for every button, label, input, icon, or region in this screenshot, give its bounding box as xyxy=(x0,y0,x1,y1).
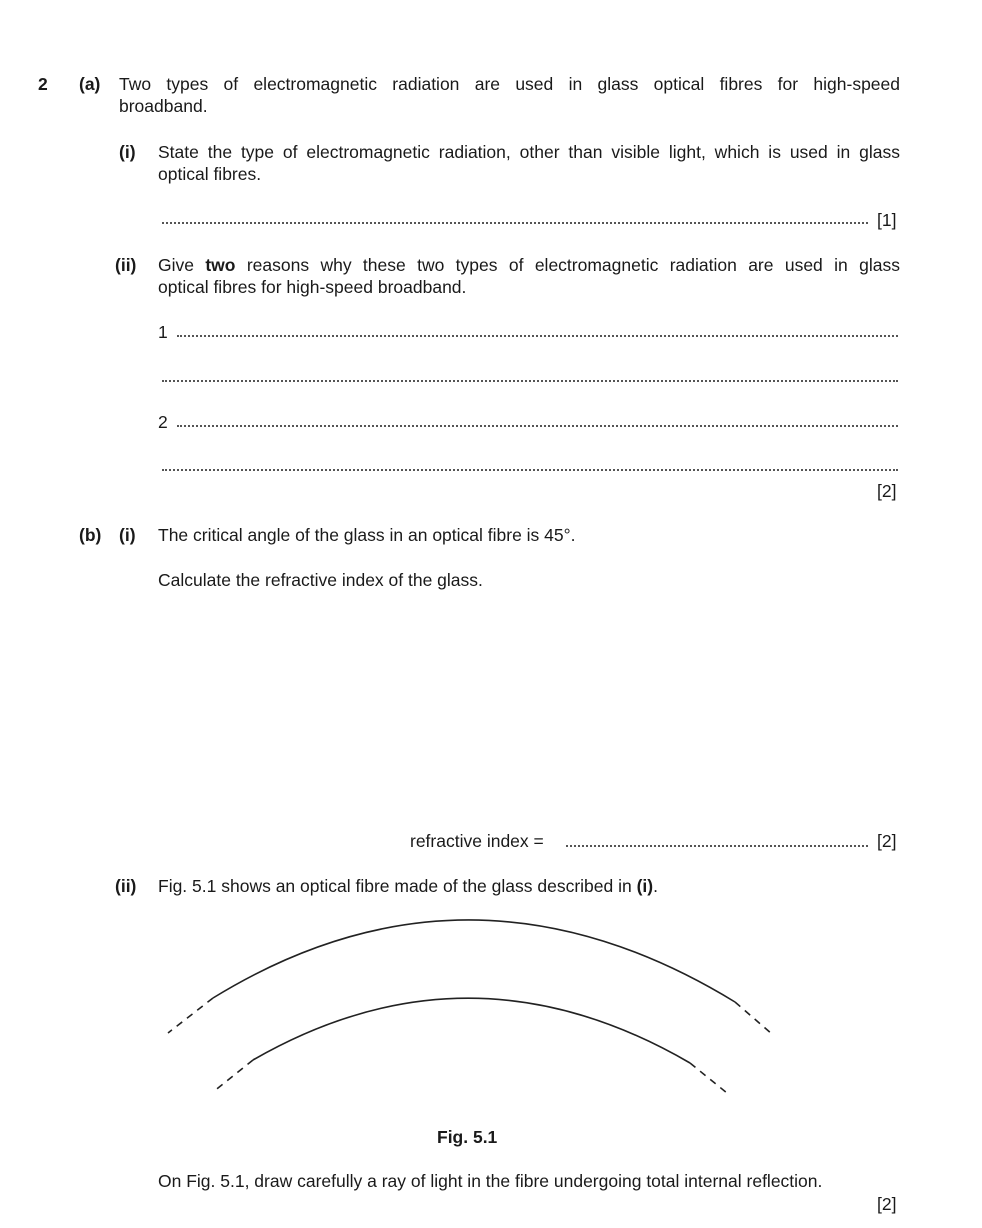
answer-2-label: 2 xyxy=(158,412,168,432)
part-b-label: (b) xyxy=(79,525,102,545)
emphasis-two: two xyxy=(205,255,236,275)
part-a-ii-label: (ii) xyxy=(115,255,137,275)
outer-boundary-dashed-left xyxy=(168,998,213,1033)
inner-boundary-dashed-right xyxy=(690,1063,727,1093)
part-b-ii-instruction: On Fig. 5.1, draw carefully a ray of light in the fibre undergoing total internal reflection. xyxy=(158,1171,823,1191)
part-a-i-text-line1: State the type of electromagnetic radiation, other than visible light, which is used in glass xyxy=(158,142,900,162)
part-b-i-text: The critical angle of the glass in an optical fibre is 45°. xyxy=(158,525,576,545)
part-a-text-line1: Two types of electromagnetic radiation are used in glass optical fibres for high-speed xyxy=(119,74,900,94)
marks-b-ii: [2] xyxy=(877,1194,897,1214)
answer-1-label: 1 xyxy=(158,322,168,342)
outer-boundary-dashed-right xyxy=(735,1002,772,1034)
part-a-text-line2: broadband. xyxy=(119,96,208,116)
part-a-ii-text-line2: optical fibres for high-speed broadband. xyxy=(158,277,467,297)
figure-caption: Fig. 5.1 xyxy=(437,1127,498,1147)
marks-a-ii: [2] xyxy=(877,481,897,501)
inner-boundary-dashed-left xyxy=(213,1060,253,1092)
marks-a-i: [1] xyxy=(877,210,897,230)
part-a-i-text-line2: optical fibres. xyxy=(158,164,262,184)
part-b-i-instruction: Calculate the refractive index of the glass. xyxy=(158,570,483,590)
outer-fibre-boundary xyxy=(213,920,735,1002)
part-b-ii-label: (ii) xyxy=(115,876,137,896)
part-a-ii-text-line1: Give two reasons why these two types of electromagnetic radiation are used in glass xyxy=(158,255,900,275)
part-a-i-label: (i) xyxy=(119,142,136,162)
part-a-label: (a) xyxy=(79,74,101,94)
part-b-ii-text: Fig. 5.1 shows an optical fibre made of the glass described in (i). xyxy=(158,876,658,896)
marks-b-i: [2] xyxy=(877,831,897,851)
refractive-index-label: refractive index = xyxy=(410,831,544,851)
part-b-i-label: (i) xyxy=(119,525,136,545)
inner-fibre-boundary xyxy=(253,998,690,1063)
question-number: 2 xyxy=(38,74,48,94)
